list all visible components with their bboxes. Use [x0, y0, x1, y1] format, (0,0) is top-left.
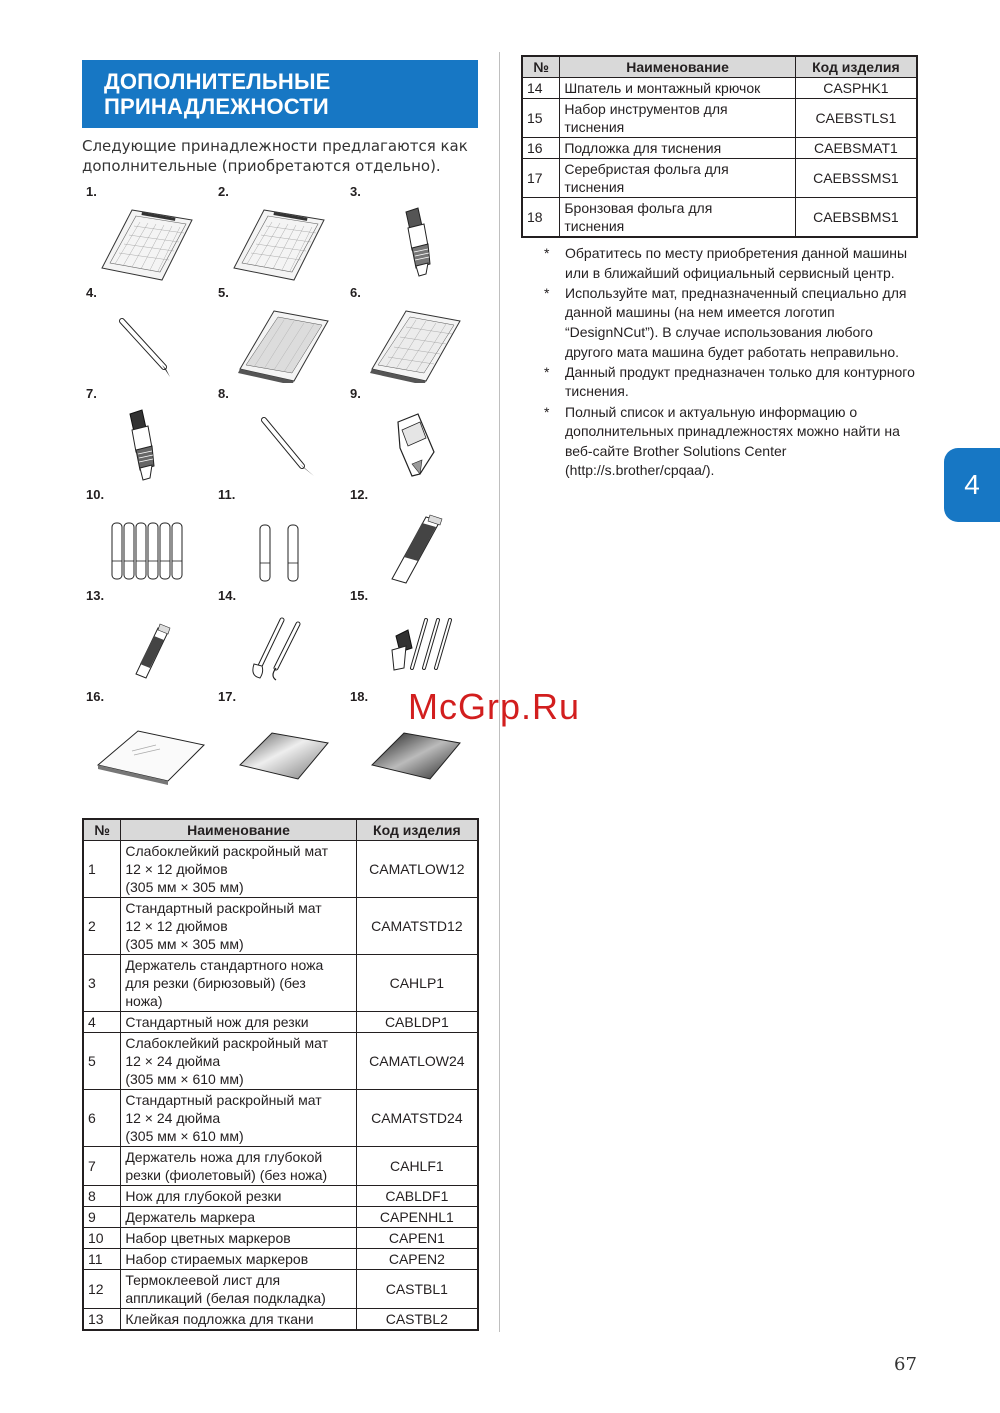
- illustration-number: 11.: [218, 487, 236, 502]
- row-name-line: Набор инструментов для: [564, 101, 728, 117]
- illustration-cell: [346, 386, 476, 487]
- row-code: CABLDP1: [356, 1012, 478, 1033]
- illustration-number: 5.: [218, 285, 229, 300]
- deep-cut-blade-illustration: [224, 404, 339, 484]
- table-row: [83, 841, 478, 898]
- illustration-cell: [214, 588, 344, 689]
- row-name-line: Слабоклейкий раскройный мат: [125, 843, 329, 859]
- header-code: Код изделия: [356, 819, 478, 841]
- low-tack-mat-illustration: [92, 202, 207, 282]
- section-title-line-1: ДОПОЛНИТЕЛЬНЫЕ: [104, 69, 331, 94]
- row-name: [560, 99, 795, 138]
- row-name-line: Серебристая фольга для: [564, 161, 729, 177]
- note-item: [540, 244, 920, 283]
- row-code: CAEBSTLS1: [795, 99, 917, 138]
- illustration-cell: [82, 386, 212, 487]
- note-text: Полный список и актуальную информацию о дополнительных принадлежностях можно найти на веб-сайте Brother Solutions Center (http://s.brother/cpqaa/).: [565, 403, 900, 479]
- header-name: Наименование: [560, 56, 795, 78]
- note-item: [540, 403, 920, 481]
- illustration-cell: [346, 487, 476, 588]
- header-num: №: [83, 819, 121, 841]
- illustration-cell: [346, 588, 476, 689]
- row-name: [121, 1207, 356, 1228]
- row-name: [560, 78, 795, 99]
- notes-list: [540, 244, 920, 482]
- row-name: [121, 1309, 356, 1331]
- row-name: [121, 1228, 356, 1249]
- illustration-number: 13.: [86, 588, 105, 603]
- illustration-number: 3.: [350, 184, 361, 199]
- row-code: CAHLP1: [356, 955, 478, 1012]
- table-row: [522, 78, 917, 99]
- watermark: McGrp.Ru: [408, 686, 581, 727]
- row-name-line: Нож для глубокой резки: [125, 1188, 282, 1204]
- header-code: Код изделия: [795, 56, 917, 78]
- note-text: Используйте мат, предназначенный специально для данной машины (на нем имеется логотип “DesignNCut”). В случае использования любого другого мата машина будет работать неправильно.: [565, 284, 907, 360]
- illustration-cell: [214, 386, 344, 487]
- row-name: [121, 1147, 356, 1186]
- row-name: [121, 1270, 356, 1309]
- row-code: CASPHK1: [795, 78, 917, 99]
- illustration-cell: [214, 184, 344, 285]
- row-code: CAEBSBMS1: [795, 198, 917, 238]
- illustration-cell: [214, 689, 344, 790]
- row-code: CAPEN1: [356, 1228, 478, 1249]
- illustration-number: 12.: [350, 487, 369, 502]
- row-code: CAMATLOW24: [356, 1033, 478, 1090]
- row-num: 17: [522, 159, 560, 198]
- row-name-line: (305 мм × 610 мм): [125, 1128, 244, 1144]
- spatula-hook-illustration: [224, 606, 339, 686]
- row-num: 3: [83, 955, 121, 1012]
- embossing-tools-illustration: [356, 606, 471, 686]
- row-name-line: Слабоклейкий раскройный мат: [125, 1035, 329, 1051]
- row-num: 18: [522, 198, 560, 238]
- standard-mat-illustration: [224, 202, 339, 282]
- chapter-tab: 4: [944, 448, 1000, 522]
- row-code: CAHLF1: [356, 1147, 478, 1186]
- section-title: [82, 60, 478, 128]
- pen-holder-illustration: [356, 404, 471, 484]
- row-name-line: Клейкая подложка для ткани: [125, 1311, 314, 1327]
- row-name: [121, 1249, 356, 1270]
- row-code: CAMATSTD24: [356, 1090, 478, 1147]
- row-name-line: тиснения: [564, 218, 625, 234]
- row-name-line: (305 мм × 305 мм): [125, 936, 244, 952]
- row-num: 4: [83, 1012, 121, 1033]
- page-number: 67: [894, 1354, 917, 1375]
- row-num: 16: [522, 138, 560, 159]
- row-name: [121, 841, 356, 898]
- row-name-line: аппликаций (белая подкладка): [125, 1290, 326, 1306]
- row-name-line: Держатель стандартного ножа: [125, 957, 324, 973]
- illustration-number: 4.: [86, 285, 97, 300]
- illustration-cell: [346, 285, 476, 386]
- row-name-line: ножа): [125, 993, 163, 1009]
- illustration-cell: [346, 184, 476, 285]
- illustration-cell: [214, 285, 344, 386]
- row-num: 13: [83, 1309, 121, 1331]
- row-num: 6: [83, 1090, 121, 1147]
- table-row: [83, 1012, 478, 1033]
- illustration-number: 18.: [350, 689, 369, 704]
- color-pens-illustration: [92, 505, 207, 585]
- illustration-number: 6.: [350, 285, 361, 300]
- table-row: [83, 1228, 478, 1249]
- row-name: [121, 1186, 356, 1207]
- table-header-row: [522, 56, 917, 78]
- note-asterisk: *: [544, 245, 550, 261]
- row-name-line: 12 × 12 дюймов: [125, 918, 228, 934]
- table-row: [83, 955, 478, 1012]
- row-name-line: Стандартный нож для резки: [125, 1014, 309, 1030]
- illustration-number: 17.: [218, 689, 237, 704]
- illustration-cell: [82, 487, 212, 588]
- row-name-line: (305 мм × 305 мм): [125, 879, 244, 895]
- row-name: [560, 138, 795, 159]
- row-name-line: Подложка для тиснения: [564, 140, 722, 156]
- note-asterisk: *: [544, 363, 550, 380]
- row-num: 1: [83, 841, 121, 898]
- row-name-line: для резки (бирюзовый) (без: [125, 975, 306, 991]
- deep-cut-holder-illustration: [92, 404, 207, 484]
- illustration-cell: [82, 689, 212, 790]
- row-name: [121, 955, 356, 1012]
- illustration-number: 9.: [350, 386, 361, 401]
- row-name: [121, 1012, 356, 1033]
- row-num: 11: [83, 1249, 121, 1270]
- row-num: 12: [83, 1270, 121, 1309]
- row-num: 9: [83, 1207, 121, 1228]
- blade-holder-illustration: [356, 202, 471, 282]
- row-name-line: Стандартный раскройный мат: [125, 900, 322, 916]
- row-num: 10: [83, 1228, 121, 1249]
- row-name-line: Держатель ножа для глубокой: [125, 1149, 323, 1165]
- illustration-number: 7.: [86, 386, 97, 401]
- row-name-line: 12 × 24 дюйма: [125, 1110, 221, 1126]
- row-name-line: Бронзовая фольга для: [564, 200, 713, 216]
- header-name: Наименование: [121, 819, 356, 841]
- note-asterisk: *: [544, 403, 550, 420]
- long-mat-low-tack-illustration: [224, 303, 339, 383]
- illustration-number: 1.: [86, 184, 97, 199]
- silver-foil-illustration: [224, 707, 339, 787]
- header-num: №: [522, 56, 560, 78]
- row-name-line: Термоклеевой лист для: [125, 1272, 281, 1288]
- row-name: [121, 1033, 356, 1090]
- embossing-mat-illustration: [92, 707, 207, 787]
- illustration-number: 10.: [86, 487, 105, 502]
- illustration-number: 15.: [350, 588, 369, 603]
- row-name-line: 12 × 24 дюйма: [125, 1053, 221, 1069]
- table-row: [83, 1207, 478, 1228]
- row-code: CAEBSSMS1: [795, 159, 917, 198]
- table-row: [522, 198, 917, 238]
- note-item: [540, 363, 920, 402]
- row-code: CAPENHL1: [356, 1207, 478, 1228]
- row-name: [560, 159, 795, 198]
- table-row: [522, 99, 917, 138]
- table-row: [83, 1270, 478, 1309]
- illustration-cell: [82, 285, 212, 386]
- table-row: [83, 1186, 478, 1207]
- fabric-support-illustration: [92, 606, 207, 686]
- row-name: [121, 1090, 356, 1147]
- row-code: CAMATSTD12: [356, 898, 478, 955]
- table-row: [83, 1033, 478, 1090]
- note-item: [540, 284, 920, 362]
- row-num: 2: [83, 898, 121, 955]
- row-name-line: 12 × 12 дюймов: [125, 861, 228, 877]
- row-code: CASTBL1: [356, 1270, 478, 1309]
- illustration-number: 16.: [86, 689, 105, 704]
- erasable-pens-illustration: [224, 505, 339, 585]
- row-name-line: Набор цветных маркеров: [125, 1230, 291, 1246]
- row-num: 7: [83, 1147, 121, 1186]
- table-header-row: [83, 819, 478, 841]
- illustration-cell: [82, 184, 212, 285]
- table-row: [83, 898, 478, 955]
- note-text: Данный продукт предназначен только для контурного тиснения.: [565, 363, 915, 400]
- blade-illustration: [92, 303, 207, 383]
- table-row: [522, 159, 917, 198]
- table-row: [83, 1090, 478, 1147]
- row-code: CABLDF1: [356, 1186, 478, 1207]
- row-name-line: тиснения: [564, 119, 625, 135]
- table-row: [83, 1147, 478, 1186]
- row-name-line: резки (фиолетовый) (без ножа): [125, 1167, 328, 1183]
- table-row: [83, 1309, 478, 1331]
- row-code: CAEBSMAT1: [795, 138, 917, 159]
- row-name: [560, 198, 795, 238]
- row-num: 8: [83, 1186, 121, 1207]
- row-code: CAMATLOW12: [356, 841, 478, 898]
- intro-paragraph: Следующие принадлежности предлагаются как дополнительные (приобретаются отдельно).: [82, 137, 468, 175]
- row-name-line: Шпатель и монтажный крючок: [564, 80, 761, 96]
- row-name-line: тиснения: [564, 179, 625, 195]
- row-num: 15: [522, 99, 560, 138]
- note-asterisk: *: [544, 284, 550, 301]
- illustration-number: 8.: [218, 386, 229, 401]
- applique-sheet-illustration: [356, 505, 471, 585]
- section-title-line-2: ПРИНАДЛЕЖНОСТИ: [104, 94, 329, 119]
- row-name-line: Держатель маркера: [125, 1209, 255, 1225]
- illustration-number: 14.: [218, 588, 237, 603]
- row-name-line: Набор стираемых маркеров: [125, 1251, 309, 1267]
- row-name-line: (305 мм × 610 мм): [125, 1071, 244, 1087]
- row-num: 5: [83, 1033, 121, 1090]
- row-num: 14: [522, 78, 560, 99]
- illustration-cell: [82, 588, 212, 689]
- table-row: [83, 1249, 478, 1270]
- row-code: CAPEN2: [356, 1249, 478, 1270]
- accessories-table-1: [82, 818, 479, 1331]
- illustration-number: 2.: [218, 184, 229, 199]
- row-name: [121, 898, 356, 955]
- note-text: Обратитесь по месту приобретения данной машины или в ближайший официальный сервисный центр.: [565, 245, 908, 281]
- row-name-line: Стандартный раскройный мат: [125, 1092, 322, 1108]
- table-row: [522, 138, 917, 159]
- row-code: CASTBL2: [356, 1309, 478, 1331]
- long-mat-standard-illustration: [356, 303, 471, 383]
- illustration-cell: [214, 487, 344, 588]
- accessories-table-2: [521, 55, 918, 238]
